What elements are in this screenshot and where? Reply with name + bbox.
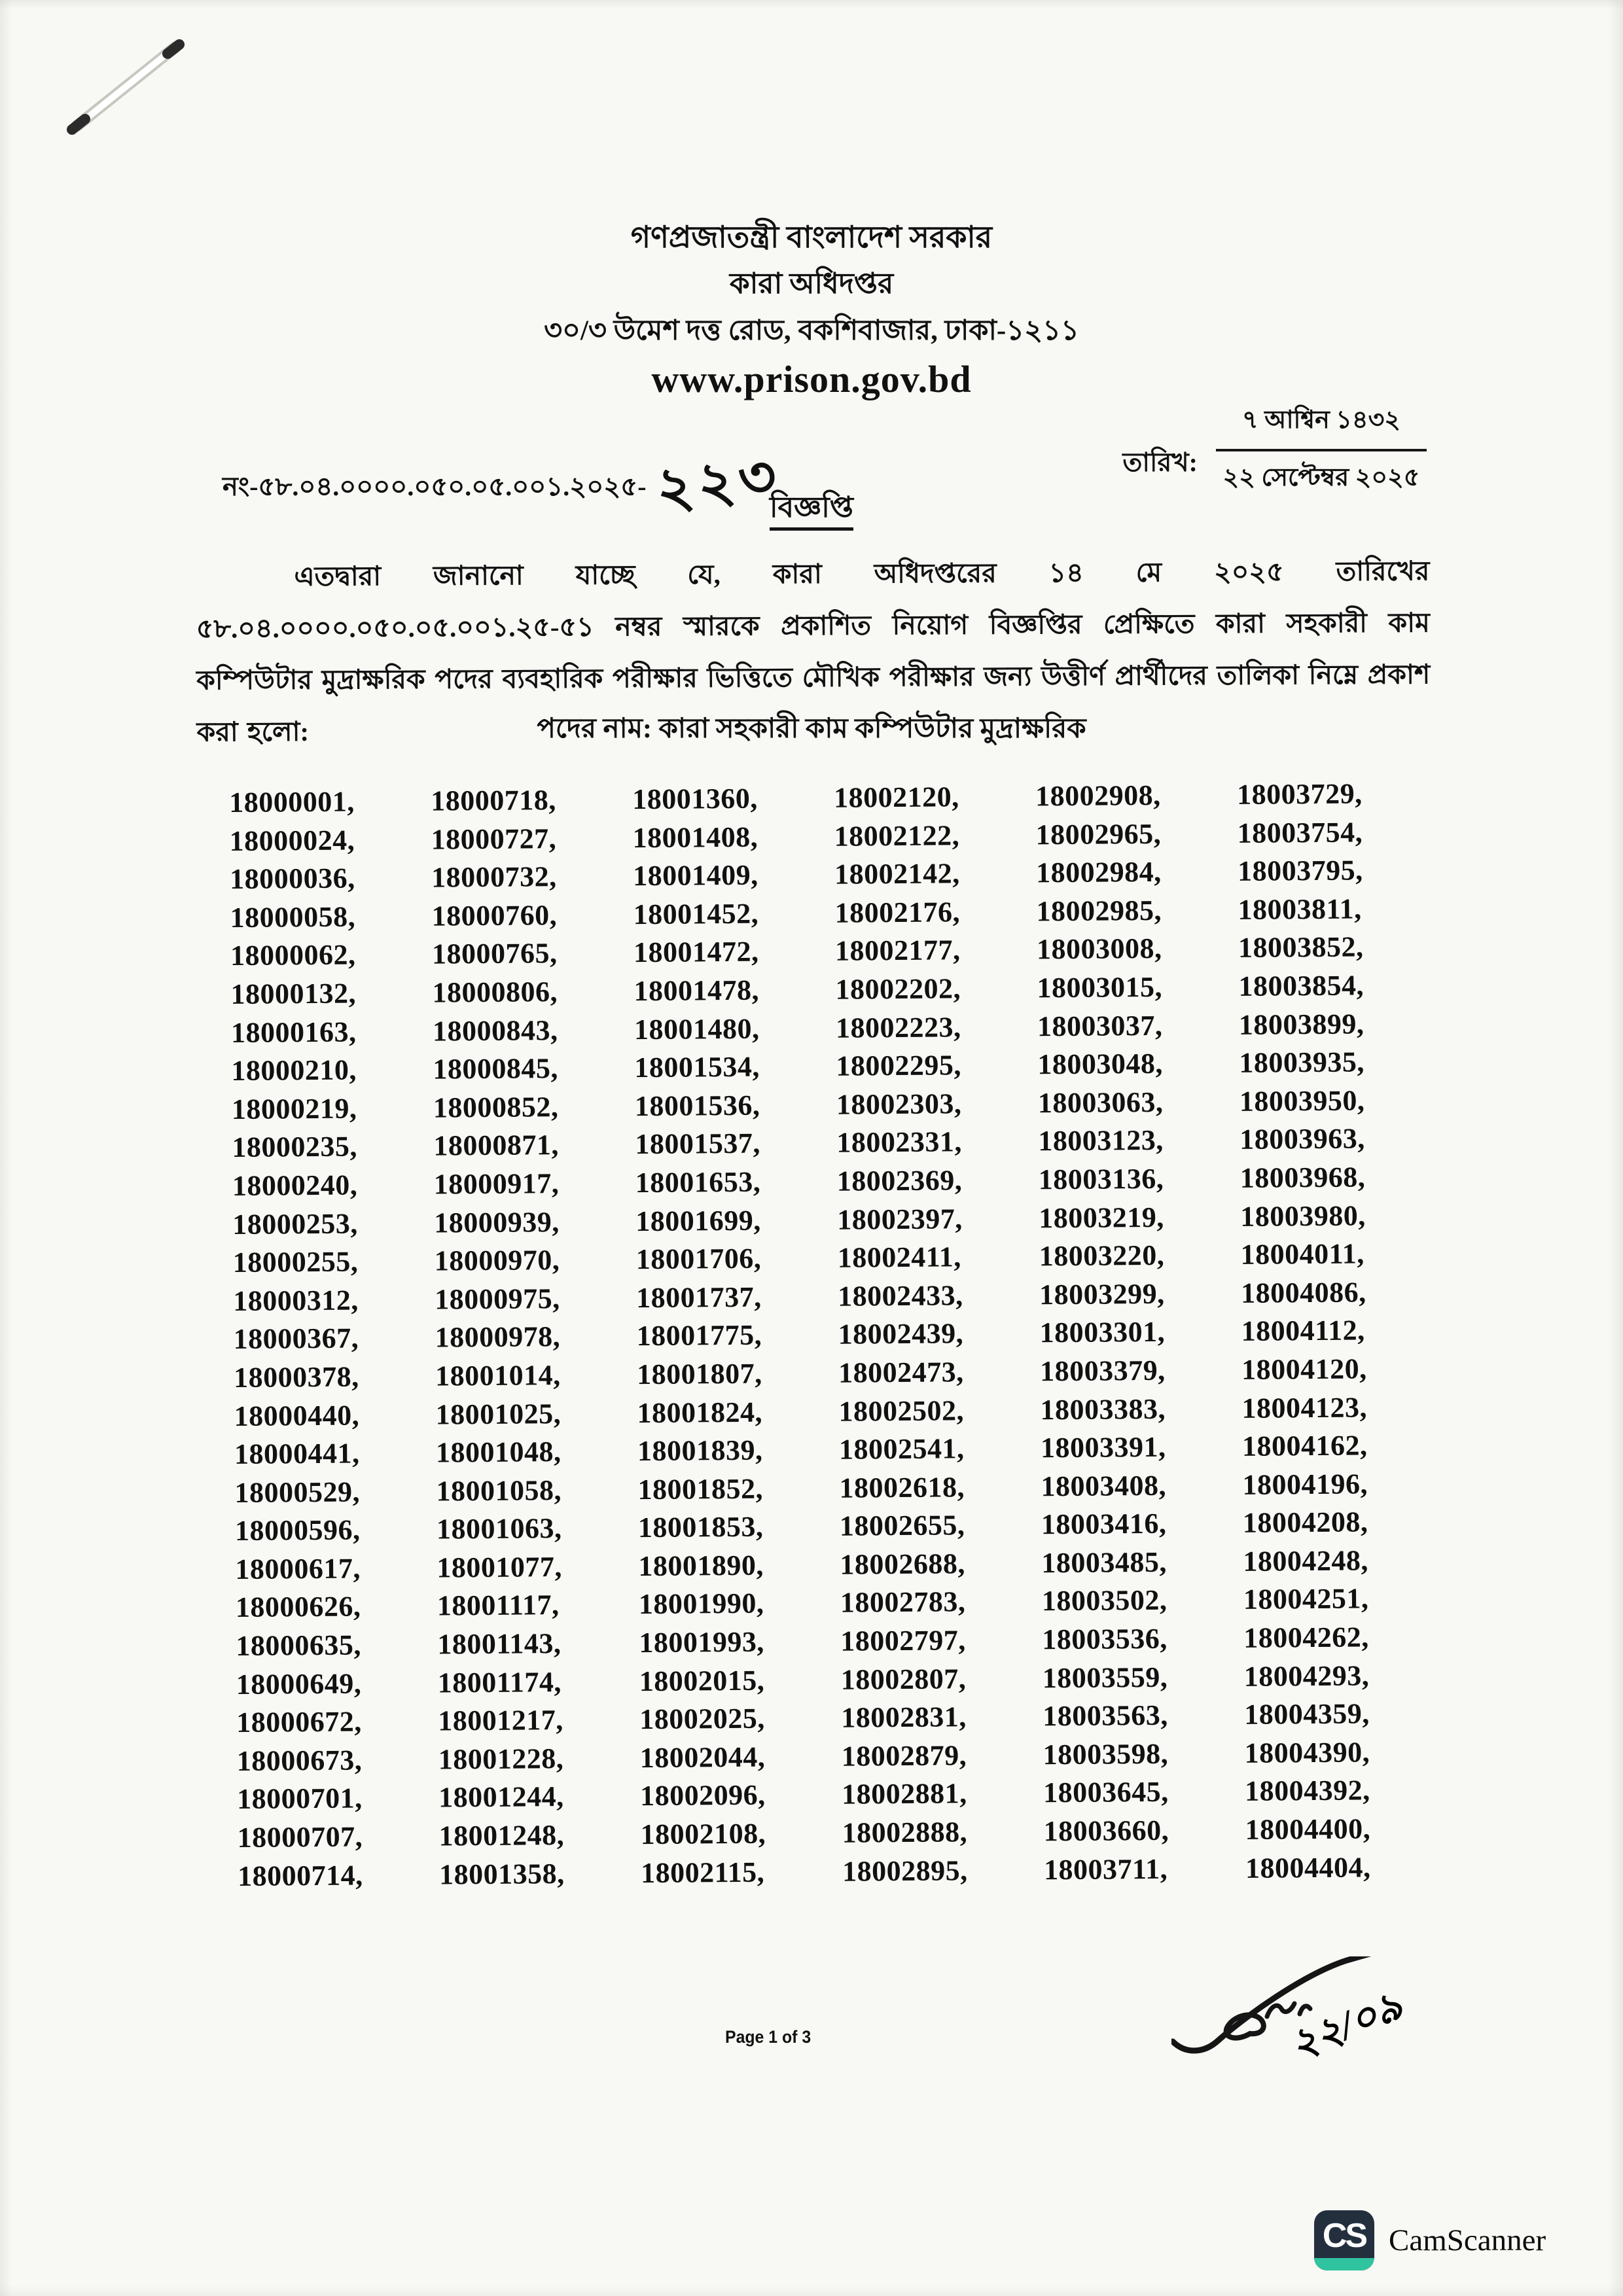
roll-number: 18003301, <box>1039 1316 1166 1349</box>
roll-number: 18002025, <box>639 1702 765 1736</box>
roll-number: 18003660, <box>1043 1814 1169 1848</box>
roll-number: 18004086, <box>1240 1276 1366 1309</box>
roll-number: 18004208, <box>1242 1506 1368 1540</box>
roll-number: 18002881, <box>841 1777 967 1811</box>
roll-number: 18001699, <box>635 1204 761 1237</box>
roll-number: 18003037, <box>1037 1009 1163 1042</box>
roll-number: 18000132, <box>230 977 357 1010</box>
roll-number: 18001775, <box>636 1318 762 1352</box>
roll-number: 18003408, <box>1041 1469 1167 1502</box>
roll-number: 18002096, <box>639 1779 766 1812</box>
roll-column-6 <box>1237 775 1393 1888</box>
roll-number: 18002142, <box>834 857 960 891</box>
roll-number: 18003502, <box>1041 1584 1168 1617</box>
roll-number: 18002797, <box>840 1624 967 1657</box>
roll-number: 18000852, <box>433 1090 559 1124</box>
roll-number: 18004400, <box>1245 1812 1371 1846</box>
roll-number: 18001737, <box>635 1280 762 1314</box>
roll-number: 18001217, <box>438 1704 563 1737</box>
roll-number: 18003598, <box>1043 1737 1169 1771</box>
roll-number: 18002895, <box>842 1854 968 1888</box>
roll-number: 18002433, <box>837 1279 963 1313</box>
roll-number: 18002015, <box>639 1664 765 1697</box>
roll-number: 18001025, <box>435 1397 562 1431</box>
roll-column-1 <box>229 783 385 1896</box>
roll-number: 18001058, <box>436 1474 562 1508</box>
roll-number: 18002044, <box>639 1740 766 1774</box>
roll-number: 18002331, <box>836 1125 963 1159</box>
roll-number: 18002108, <box>640 1817 766 1851</box>
roll-number: 18000036, <box>229 862 355 896</box>
roll-number: 18002541, <box>838 1432 965 1466</box>
roll-number: 18000001, <box>229 785 355 819</box>
roll-number: 18002831, <box>841 1701 967 1734</box>
roll-number: 18001990, <box>638 1587 764 1621</box>
roll-number: 18003379, <box>1039 1354 1166 1388</box>
roll-number: 18002473, <box>838 1356 964 1389</box>
page-number: Page 1 of 3 <box>725 2027 812 2047</box>
roll-number: 18003416, <box>1041 1508 1167 1541</box>
roll-number: 18001890, <box>638 1549 764 1582</box>
department-name: কারা অধিদপ্তর <box>729 268 894 300</box>
roll-number: 18001478, <box>633 974 760 1008</box>
roll-number: 18000975, <box>435 1282 560 1316</box>
roll-number: 18001360, <box>632 782 758 816</box>
roll-number: 18000718, <box>431 784 556 817</box>
roll-number: 18003980, <box>1240 1199 1366 1233</box>
roll-number: 18000939, <box>434 1205 560 1239</box>
roll-number: 18004248, <box>1243 1544 1369 1578</box>
roll-number: 18001174, <box>437 1665 562 1699</box>
roll-number: 18003220, <box>1039 1239 1165 1273</box>
roll-number: 18000240, <box>232 1169 358 1202</box>
roll-number: 18000843, <box>432 1014 558 1048</box>
roll-number: 18000440, <box>234 1398 360 1432</box>
roll-number: 18003563, <box>1043 1699 1168 1733</box>
roll-number: 18000649, <box>236 1667 362 1701</box>
roll-number: 18001117, <box>437 1589 560 1623</box>
roll-number: 18000672, <box>236 1705 362 1739</box>
roll-number: 18000210, <box>231 1053 357 1087</box>
roll-number: 18004404, <box>1245 1850 1371 1884</box>
roll-number: 18003123, <box>1038 1124 1164 1157</box>
roll-number: 18000312, <box>233 1284 359 1317</box>
date-bengali: ৭ আশ্বিন ১৪৩২ <box>1241 406 1400 434</box>
roll-number: 18001536, <box>634 1089 760 1122</box>
memo-serial-handwritten: ২২৩ <box>652 444 784 523</box>
roll-number: 18001824, <box>637 1396 763 1429</box>
roll-number: 18001452, <box>633 897 759 930</box>
roll-number: 18000707, <box>237 1820 363 1854</box>
roll-number: 18001063, <box>436 1512 562 1545</box>
roll-number: 18003854, <box>1238 969 1364 1002</box>
roll-number: 18002411, <box>837 1241 961 1274</box>
roll-number: 18003935, <box>1239 1046 1365 1080</box>
roll-number: 18003015, <box>1037 970 1163 1004</box>
cs-icon-text: CS <box>1322 2217 1366 2255</box>
roll-number: 18003968, <box>1240 1161 1366 1194</box>
website-url: www.prison.gov.bd <box>651 358 972 400</box>
roll-number: 18003729, <box>1236 777 1363 811</box>
roll-number: 18003008, <box>1036 932 1162 966</box>
roll-number: 18002783, <box>840 1585 966 1619</box>
roll-number: 18002369, <box>836 1164 963 1197</box>
roll-number: 18001993, <box>639 1625 765 1659</box>
roll-number: 18001408, <box>632 821 758 854</box>
roll-number: 18004196, <box>1242 1468 1368 1501</box>
camscanner-wordmark: CamScanner <box>1389 2223 1546 2257</box>
roll-number: 18000871, <box>433 1129 560 1162</box>
roll-number: 18003136, <box>1038 1162 1164 1196</box>
address-line: ৩০/৩ উমেশ দত্ত রোড, বকশিবাজার, ঢাকা-১২১১ <box>544 315 1079 346</box>
roll-column-4 <box>834 778 990 1891</box>
roll-number: 18003383, <box>1040 1392 1166 1426</box>
roll-number: 18002688, <box>840 1547 966 1581</box>
roll-number: 18002177, <box>834 934 961 968</box>
roll-number: 18003963, <box>1240 1122 1366 1156</box>
roll-number: 18001534, <box>634 1050 760 1084</box>
roll-number: 18002965, <box>1035 817 1162 851</box>
roll-number: 18000617, <box>235 1552 361 1585</box>
roll-number: 18003795, <box>1237 854 1363 888</box>
roll-number: 18002655, <box>839 1509 965 1542</box>
roll-number: 18000765, <box>431 937 558 970</box>
roll-number: 18001228, <box>438 1742 564 1776</box>
roll-number: 18000732, <box>431 860 557 894</box>
roll-number: 18002985, <box>1036 894 1162 928</box>
roll-number: 18004262, <box>1243 1621 1369 1654</box>
roll-number: 18003559, <box>1042 1661 1168 1694</box>
roll-number: 18002223, <box>835 1010 961 1044</box>
roll-number: 18000219, <box>231 1092 357 1125</box>
roll-number: 18000062, <box>230 938 356 972</box>
roll-number: 18000253, <box>232 1207 358 1241</box>
roll-number: 18004011, <box>1240 1237 1364 1271</box>
roll-number: 18002984, <box>1035 856 1162 889</box>
roll-number: 18001248, <box>438 1819 565 1852</box>
roll-number: 18003645, <box>1043 1776 1169 1809</box>
roll-number: 18002176, <box>834 896 961 929</box>
roll-number: 18003852, <box>1238 930 1364 964</box>
roll-number: 18002807, <box>840 1662 967 1696</box>
date-label: তারিখ: <box>1122 447 1198 477</box>
roll-number: 18002115, <box>640 1856 765 1889</box>
roll-number: 18000673, <box>236 1744 363 1777</box>
roll-number: 18000626, <box>235 1590 361 1624</box>
roll-number: 18002618, <box>839 1470 965 1504</box>
roll-number: 18000701, <box>236 1782 363 1816</box>
roll-number: 18001048, <box>435 1436 562 1469</box>
roll-number: 18000378, <box>233 1360 359 1394</box>
roll-number: 18002879, <box>841 1739 967 1773</box>
notice-title: বিজ্ঞপ্তি <box>0 486 1623 533</box>
roll-number: 18003536, <box>1042 1622 1168 1656</box>
roll-number: 18001706, <box>635 1242 762 1276</box>
roll-number: 18000845, <box>433 1052 559 1086</box>
roll-number: 18004392, <box>1244 1774 1370 1808</box>
roll-number: 18000255, <box>232 1245 359 1279</box>
roll-number: 18000727, <box>431 822 557 856</box>
roll-number: 18004123, <box>1241 1390 1368 1424</box>
roll-number: 18001472, <box>633 936 759 969</box>
memo-number-printed: নং-৫৮.০৪.০০০০.০৫০.০৫.০০১.২০২৫- <box>223 472 647 501</box>
roll-number: 18000058, <box>230 900 356 934</box>
roll-number: 18004293, <box>1243 1659 1370 1693</box>
roll-number: 18002202, <box>835 972 961 1006</box>
date-gregorian: ২২ সেপ্টেম্বর ২০২৫ <box>1216 449 1427 500</box>
roll-number: 18000917, <box>433 1167 560 1201</box>
roll-number: 18003219, <box>1039 1201 1164 1234</box>
roll-number: 18001537, <box>635 1127 761 1161</box>
roll-number: 18001807, <box>636 1357 762 1391</box>
roll-number: 18001409, <box>632 858 758 892</box>
roll-number: 18002120, <box>834 781 959 814</box>
roll-number: 18001244, <box>438 1780 564 1814</box>
roll-column-3 <box>632 779 788 1892</box>
roll-number: 18001839, <box>637 1434 763 1468</box>
roll-number: 18002303, <box>836 1087 962 1121</box>
roll-number: 18004120, <box>1241 1352 1367 1386</box>
roll-column-2 <box>431 781 586 1894</box>
roll-number: 18004390, <box>1244 1736 1370 1769</box>
roll-number: 18003299, <box>1039 1277 1165 1311</box>
roll-number: 18003391, <box>1040 1430 1166 1464</box>
roll-number: 18004112, <box>1241 1314 1365 1348</box>
roll-number: 18002122, <box>834 819 960 853</box>
camscanner-logo <box>1314 2210 1546 2270</box>
camscanner-icon <box>1314 2210 1374 2270</box>
staple-mark <box>52 26 209 150</box>
letterhead <box>0 215 1623 404</box>
roll-number: 18002908, <box>1035 779 1161 813</box>
roll-number: 18003950, <box>1239 1084 1365 1118</box>
roll-number: 18003711, <box>1043 1852 1168 1886</box>
roll-number: 18000529, <box>234 1475 361 1509</box>
roll-number: 18003485, <box>1041 1545 1168 1580</box>
signature <box>1171 1956 1420 2084</box>
roll-number: 18002888, <box>842 1816 968 1849</box>
roll-number-table <box>229 775 1393 1896</box>
signature-date: ২২/০৯ <box>1283 1983 1409 2068</box>
cs-icon-band <box>1314 2258 1374 2270</box>
roll-number: 18001143, <box>437 1627 562 1661</box>
roll-number: 18001653, <box>635 1165 761 1199</box>
roll-number: 18001358, <box>438 1857 565 1891</box>
roll-number: 18000978, <box>435 1320 561 1354</box>
roll-number: 18000970, <box>434 1244 560 1277</box>
roll-number: 18000163, <box>230 1016 357 1049</box>
roll-number: 18003048, <box>1037 1047 1164 1081</box>
roll-number: 18000635, <box>236 1629 362 1663</box>
notice-body: এতদ্বারা জানানো যাচ্ছে যে, কারা অধিদপ্তরের ১৪ মে ২০২৫ তারিখের ৫৮.০৪.০০০০.০৫০.০৫.০০১.২৫-৫১ নম্বর স্মারকে প্রকাশিত নিয়োগ বিজ্ঞপ্তির প্রেক্ষিতে কারা সহকারী কাম কম্পিউটার মুদ্রাক্ষরিক পদের ব্যবহারিক পরীক্ষার ভিত্তিতে মৌখিক পরীক্ষার জন্য উত্তীর্ণ প্রার্থীদের তালিকা নিম্নে প্রকাশ করা হলো: <box>196 556 1431 747</box>
roll-number: 18004251, <box>1243 1582 1369 1616</box>
roll-number: 18001014, <box>435 1358 561 1392</box>
roll-number: 18000714, <box>237 1859 363 1892</box>
roll-number: 18004162, <box>1241 1429 1368 1462</box>
roll-number: 18002502, <box>838 1394 965 1428</box>
roll-number: 18000596, <box>234 1513 361 1547</box>
government-title: গণপ্রজাতন্ত্রী বাংলাদেশ সরকার <box>630 221 993 254</box>
roll-number: 18000441, <box>234 1437 360 1471</box>
roll-number: 18002439, <box>838 1317 964 1351</box>
roll-number: 18000024, <box>229 824 355 857</box>
roll-number: 18003899, <box>1238 1007 1364 1041</box>
roll-number: 18000806, <box>432 976 558 1009</box>
roll-number: 18001077, <box>437 1550 563 1584</box>
roll-number: 18001853, <box>637 1510 764 1544</box>
roll-number: 18002295, <box>836 1049 962 1082</box>
roll-number: 18002397, <box>837 1202 963 1236</box>
roll-number: 18000235, <box>232 1130 358 1164</box>
roll-number: 18003754, <box>1237 815 1363 849</box>
post-name: পদের নাম: কারা সহকারী কাম কম্পিউটার মুদ্রাক্ষরিক <box>537 714 1086 744</box>
roll-number: 18001480, <box>633 1012 760 1046</box>
roll-number: 18004359, <box>1244 1697 1370 1731</box>
roll-column-5 <box>1035 777 1191 1890</box>
roll-number: 18000760, <box>431 898 558 932</box>
roll-number: 18003811, <box>1238 892 1362 926</box>
roll-number: 18001852, <box>637 1472 764 1506</box>
roll-number: 18003063, <box>1037 1086 1164 1120</box>
roll-number: 18000367, <box>233 1322 359 1356</box>
